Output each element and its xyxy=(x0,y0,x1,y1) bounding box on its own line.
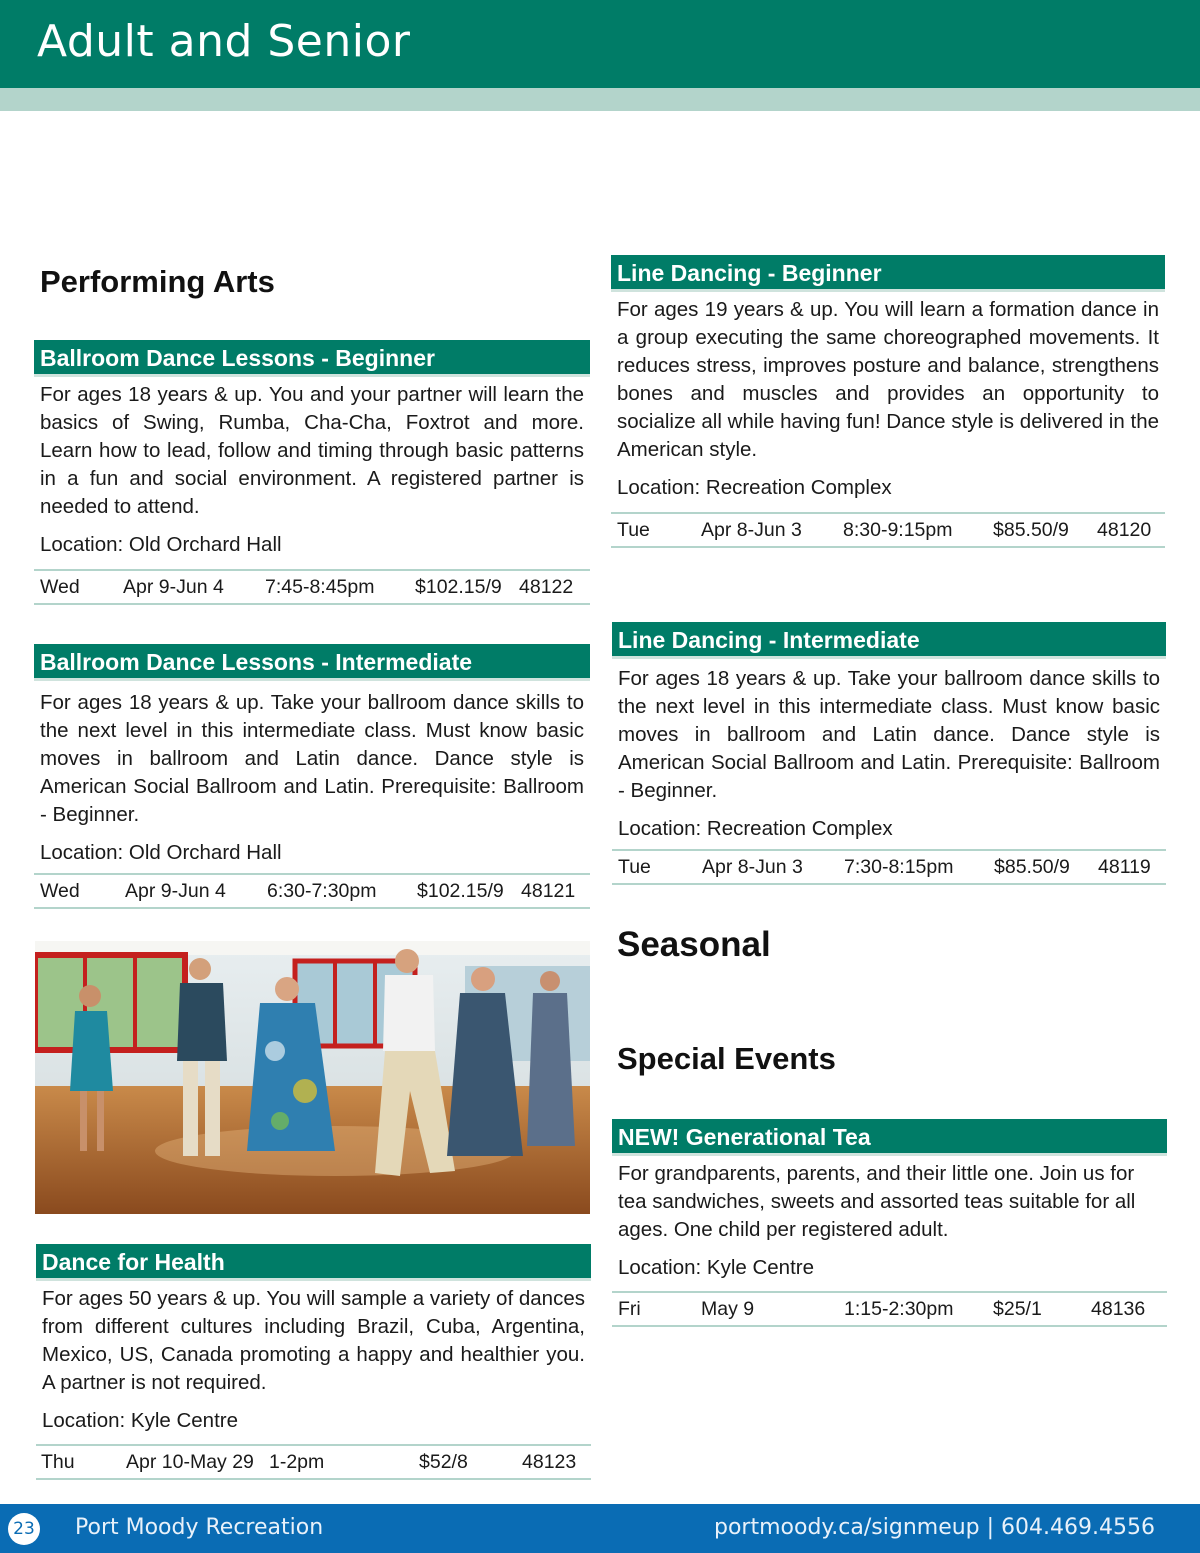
session-fee: $102.15/9 xyxy=(417,880,504,902)
session-row xyxy=(611,512,1165,548)
program-description: For ages 50 years & up. You will sample a variety of dances from different cultures including Brazil, Cuba, Argentina, Mexico, US, Canada promoting a happy and healthier you. A partner is not required. xyxy=(42,1287,585,1394)
program-card-line-dancing-intermediate xyxy=(612,622,1166,885)
session-fee: $102.15/9 xyxy=(415,576,502,598)
program-title: Line Dancing - Beginner xyxy=(611,255,1165,292)
page-title: Adult and Senior xyxy=(37,16,411,67)
program-title: Dance for Health xyxy=(36,1244,591,1281)
session-dates: Apr 9-Jun 4 xyxy=(125,880,226,902)
session-row xyxy=(34,873,590,909)
program-location: Location: Recreation Complex xyxy=(617,476,892,499)
program-location: Location: Old Orchard Hall xyxy=(40,841,282,864)
session-day: Tue xyxy=(617,519,650,541)
program-card-ballroom-beginner xyxy=(34,340,590,605)
session-dates: Apr 9-Jun 4 xyxy=(123,576,224,598)
program-description: For ages 18 years & up. You and your partner will learn the basics of Swing, Rumba, Cha-Cha, Foxtrot and more. Learn how to lead, follow and timing through basic patterns in a fun and social environment. A registered partner is needed to attend. xyxy=(40,383,584,518)
program-location: Location: Recreation Complex xyxy=(618,817,893,840)
program-title: Ballroom Dance Lessons - Intermediate xyxy=(34,644,590,681)
session-fee: $25/1 xyxy=(993,1298,1042,1320)
program-title: NEW! Generational Tea xyxy=(612,1119,1167,1156)
page-number: 23 xyxy=(8,1513,40,1545)
session-code: 48136 xyxy=(1091,1298,1146,1320)
session-day: Tue xyxy=(618,856,651,878)
session-time: 6:30-7:30pm xyxy=(267,880,377,902)
program-title: Ballroom Dance Lessons - Beginner xyxy=(34,340,590,377)
session-dates: Apr 8-Jun 3 xyxy=(701,519,802,541)
session-dates: Apr 8-Jun 3 xyxy=(702,856,803,878)
program-location: Location: Kyle Centre xyxy=(618,1256,815,1279)
program-location: Location: Old Orchard Hall xyxy=(40,533,282,556)
session-row xyxy=(612,849,1166,885)
footer-organization: Port Moody Recreation xyxy=(75,1515,324,1540)
program-card-ballroom-intermediate xyxy=(34,644,590,909)
session-code: 48120 xyxy=(1097,519,1152,541)
program-description: For ages 18 years & up. Take your ballroom dance skills to the next level in this intermediate class. Must know basic moves in ballroom and Latin dance. Dance style is American Social Ballroom and Latin. Prerequisite: Ballroom - Beginner. xyxy=(618,667,1160,802)
program-location: Location: Kyle Centre xyxy=(42,1409,239,1432)
program-card-dance-for-health xyxy=(36,1244,591,1480)
session-day: Wed xyxy=(40,576,80,598)
program-description: For ages 19 years & up. You will learn a formation dance in a group executing the same choreographed movements. It reduces stress, improves posture and balance, strengthens bones and muscles and provides an opportunity to socialize all while having fun! Dance style is delivered in the American style. xyxy=(617,298,1159,461)
session-time: 1-2pm xyxy=(269,1451,325,1473)
section-title-special-events: Special Events xyxy=(617,1041,836,1076)
section-title-performing-arts: Performing Arts xyxy=(40,264,275,299)
session-code: 48119 xyxy=(1098,856,1151,878)
session-code: 48121 xyxy=(521,880,576,902)
session-code: 48123 xyxy=(522,1451,577,1473)
session-day: Fri xyxy=(618,1298,641,1320)
session-row xyxy=(612,1291,1167,1327)
program-description: For ages 18 years & up. Take your ballroom dance skills to the next level in this intermediate class. Must know basic moves in ballroom and Latin dance. Dance style is American Social Ballroom and Latin. Prerequisite: Ballroom - Beginner. xyxy=(40,691,584,826)
program-title: Line Dancing - Intermediate xyxy=(612,622,1166,659)
session-time: 7:30-8:15pm xyxy=(844,856,954,878)
session-fee: $85.50/9 xyxy=(994,856,1070,878)
dance-class-photo xyxy=(35,941,590,1214)
section-title-seasonal: Seasonal xyxy=(617,925,771,964)
session-time: 8:30-9:15pm xyxy=(843,519,953,541)
program-description: For grandparents, parents, and their little one. Join us for tea sandwiches, sweets and assorted teas suitable for all ages. One child per registered adult. xyxy=(618,1162,1136,1241)
session-dates: Apr 10-May 29 xyxy=(126,1451,254,1473)
footer-contact-link[interactable]: portmoody.ca/signmeup | 604.469.4556 xyxy=(714,1515,1155,1540)
session-row xyxy=(34,569,590,605)
header-accent-band xyxy=(0,88,1200,111)
page-footer xyxy=(0,1504,1200,1553)
program-card-line-dancing-beginner xyxy=(611,255,1165,548)
program-card-generational-tea xyxy=(612,1119,1167,1327)
session-day: Wed xyxy=(40,880,80,902)
session-dates: May 9 xyxy=(701,1298,755,1320)
session-code: 48122 xyxy=(519,576,574,598)
session-time: 7:45-8:45pm xyxy=(265,576,375,598)
session-row xyxy=(36,1444,591,1480)
session-time: 1:15-2:30pm xyxy=(844,1298,954,1320)
session-fee: $52/8 xyxy=(419,1451,468,1473)
session-fee: $85.50/9 xyxy=(993,519,1069,541)
session-day: Thu xyxy=(41,1451,75,1473)
page-header xyxy=(0,0,1200,88)
